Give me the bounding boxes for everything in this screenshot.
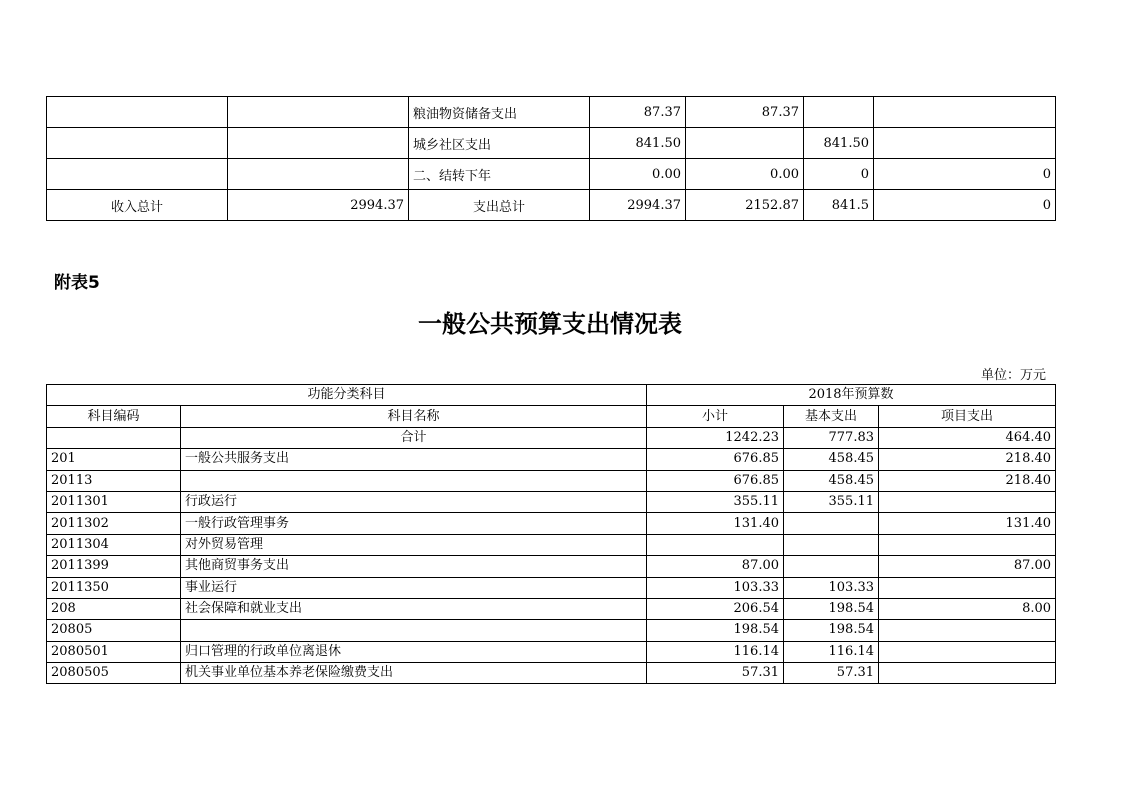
table-row [47,190,1056,221]
subject-code-cell: 20113 [47,470,181,491]
header-function-category: 功能分类科目 [47,385,647,406]
table-row [47,620,1056,641]
project-expenditure-cell: 87.00 [879,556,1056,577]
basic-cell: 0.00 [686,159,804,190]
subtotal-cell: 206.54 [647,598,784,619]
appendix-label: 附表5 [54,273,100,293]
table-row [47,97,1056,128]
category-cell: 收入总计 [47,190,228,221]
subject-name-cell: 机关事业单位基本养老保险缴费支出 [181,663,647,684]
basic-expenditure-cell: 458.45 [784,470,879,491]
header-subtotal: 小计 [647,406,784,427]
expense-item-cell: 支出总计 [409,190,590,221]
project-expenditure-cell [879,620,1056,641]
basic-expenditure-cell [784,534,879,555]
table-row [47,491,1056,512]
basic-cell: 2152.87 [686,190,804,221]
total-label-cell: 合计 [181,427,647,448]
subject-code-cell: 201 [47,449,181,470]
project-cell: 0 [804,159,874,190]
expense-total-cell: 841.50 [590,128,686,159]
project-cell: 841.5 [804,190,874,221]
subtotal-cell [647,534,784,555]
project-expenditure-cell [879,534,1056,555]
subject-code-cell: 208 [47,598,181,619]
project-expenditure-cell: 8.00 [879,598,1056,619]
general-budget-expenditure-table [46,384,1056,684]
subject-name-cell: 其他商贸事务支出 [181,556,647,577]
header-group-row [47,385,1056,406]
category-cell [47,97,228,128]
table-row [47,470,1056,491]
subject-name-cell [181,620,647,641]
subject-name-cell: 归口管理的行政单位离退休 [181,641,647,662]
category-cell [47,159,228,190]
total-basic-cell: 777.83 [784,427,879,448]
basic-expenditure-cell: 458.45 [784,449,879,470]
subject-code-cell: 2011304 [47,534,181,555]
other-cell: 0 [874,190,1056,221]
basic-expenditure-cell: 116.14 [784,641,879,662]
project-expenditure-cell [879,577,1056,598]
expense-item-cell: 粮油物资储备支出 [409,97,590,128]
table-row [47,556,1056,577]
other-cell: 0 [874,159,1056,190]
subject-name-cell: 一般行政管理事务 [181,513,647,534]
expense-total-cell: 87.37 [590,97,686,128]
project-expenditure-cell: 218.40 [879,470,1056,491]
project-expenditure-cell [879,641,1056,662]
total-row [47,427,1056,448]
subject-code-cell: 2011302 [47,513,181,534]
table-row [47,513,1056,534]
subtotal-cell: 116.14 [647,641,784,662]
subtotal-cell: 676.85 [647,449,784,470]
project-expenditure-cell: 218.40 [879,449,1056,470]
table-row [47,128,1056,159]
table-row [47,534,1056,555]
subject-name-cell: 社会保障和就业支出 [181,598,647,619]
table-row [47,641,1056,662]
subtotal-cell: 198.54 [647,620,784,641]
subject-name-cell [181,470,647,491]
basic-expenditure-cell: 198.54 [784,620,879,641]
subtotal-cell: 355.11 [647,491,784,512]
total-code-cell [47,427,181,448]
basic-cell: 87.37 [686,97,804,128]
total-project-cell: 464.40 [879,427,1056,448]
basic-expenditure-cell: 355.11 [784,491,879,512]
table-row [47,663,1056,684]
income-amount-cell: 2994.37 [228,190,409,221]
basic-expenditure-cell: 103.33 [784,577,879,598]
subtotal-cell: 57.31 [647,663,784,684]
subtotal-cell: 103.33 [647,577,784,598]
page-title: 一般公共预算支出情况表 [418,309,682,338]
header-subject-code: 科目编码 [47,406,181,427]
subtotal-cell: 131.40 [647,513,784,534]
income-amount-cell [228,159,409,190]
header-subject-name: 科目名称 [181,406,647,427]
subtotal-cell: 676.85 [647,470,784,491]
expense-item-cell: 城乡社区支出 [409,128,590,159]
column-header-row [47,406,1056,427]
header-project-expenditure: 项目支出 [879,406,1056,427]
unit-label: 单位：万元 [980,368,1046,383]
income-expense-summary-table [46,96,1056,221]
subject-code-cell: 2011399 [47,556,181,577]
basic-cell [686,128,804,159]
total-subtotal-cell: 1242.23 [647,427,784,448]
subject-name-cell: 一般公共服务支出 [181,449,647,470]
project-expenditure-cell [879,663,1056,684]
basic-expenditure-cell: 198.54 [784,598,879,619]
subject-code-cell: 20805 [47,620,181,641]
basic-expenditure-cell [784,556,879,577]
table-row [47,449,1056,470]
header-budget-year: 2018年预算数 [647,385,1056,406]
subject-code-cell: 2080505 [47,663,181,684]
table-row [47,159,1056,190]
subject-name-cell: 事业运行 [181,577,647,598]
income-amount-cell [228,97,409,128]
expense-total-cell: 0.00 [590,159,686,190]
other-cell [874,97,1056,128]
table-row [47,598,1056,619]
project-cell [804,97,874,128]
project-cell: 841.50 [804,128,874,159]
project-expenditure-cell: 131.40 [879,513,1056,534]
table-row [47,577,1056,598]
expense-item-cell: 二、结转下年 [409,159,590,190]
category-cell [47,128,228,159]
header-basic-expenditure: 基本支出 [784,406,879,427]
basic-expenditure-cell: 57.31 [784,663,879,684]
basic-expenditure-cell [784,513,879,534]
other-cell [874,128,1056,159]
subject-code-cell: 2011301 [47,491,181,512]
income-amount-cell [228,128,409,159]
subtotal-cell: 87.00 [647,556,784,577]
subject-code-cell: 2080501 [47,641,181,662]
expense-total-cell: 2994.37 [590,190,686,221]
subject-name-cell: 行政运行 [181,491,647,512]
subject-code-cell: 2011350 [47,577,181,598]
subject-name-cell: 对外贸易管理 [181,534,647,555]
project-expenditure-cell [879,491,1056,512]
